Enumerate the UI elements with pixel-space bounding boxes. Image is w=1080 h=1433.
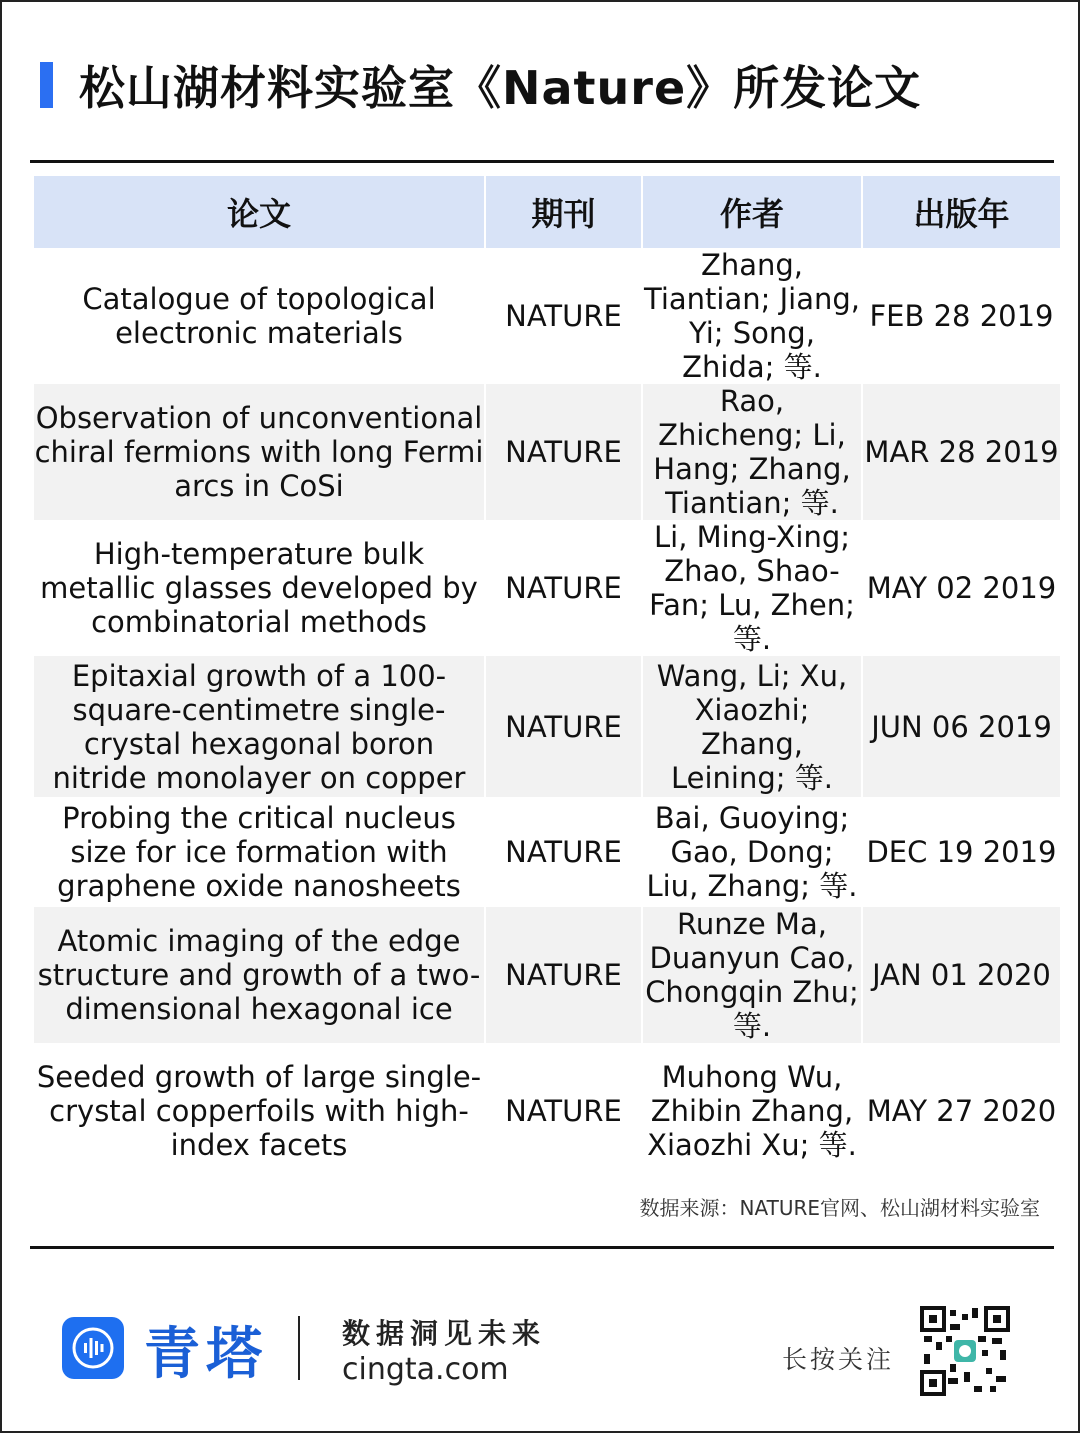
authors: Zhang, Tiantian; Jiang, Yi; Song, Zhida; 等.: [644, 248, 860, 384]
authors: Muhong Wu, Zhibin Zhang, Xiaozhi Xu; 等.: [647, 1060, 857, 1162]
journal: NATURE: [505, 835, 622, 869]
paper-title: Atomic imaging of the edge structure and growth of a two-dimensional hexagonal ice: [34, 907, 484, 1043]
authors: Wang, Li; Xu, Xiaozhi; Zhang, Leining; 等.: [643, 656, 861, 797]
top-divider: [30, 160, 1054, 163]
pub-date: DEC 19 2019: [866, 835, 1057, 869]
title-row: [40, 60, 922, 115]
pub-date: JAN 01 2020: [863, 907, 1060, 1043]
paper-title: Catalogue of topological electronic materials: [82, 282, 436, 350]
authors: Bai, Guoying; Gao, Dong; Liu, Zhang; 等.: [646, 801, 858, 903]
journal: NATURE: [505, 1094, 622, 1128]
table-row: [34, 656, 1060, 797]
pub-date: JUN 06 2019: [863, 656, 1060, 797]
authors: Runze Ma, Duanyun Cao, Chongqin Zhu; 等.: [643, 907, 861, 1043]
table-row: [34, 384, 1060, 520]
table-row: [34, 907, 1060, 1043]
pub-date: MAY 27 2020: [866, 1094, 1057, 1128]
pub-date: MAR 28 2019: [863, 384, 1060, 520]
website-link[interactable]: cingta.com: [342, 1352, 509, 1387]
brand-logo[interactable]: [62, 1317, 124, 1379]
table-row: [34, 520, 1060, 656]
paper-title: Observation of unconventional chiral fermions with long Fermi arcs in CoSi: [34, 384, 484, 520]
brand-name: 青塔: [144, 1321, 268, 1387]
paper-title: Seeded growth of large single-crystal copperfoils with high-index facets: [36, 1060, 482, 1162]
journal: NATURE: [486, 656, 641, 797]
authors: Rao, Zhicheng; Li, Hang; Zhang, Tiantian; 等.: [643, 384, 861, 520]
table-row: [34, 248, 1060, 384]
header-journal: 期刊: [486, 176, 641, 248]
journal: NATURE: [505, 299, 622, 333]
table-row: [34, 797, 1060, 907]
table-row: [34, 1043, 1060, 1179]
header-date: 出版年: [863, 176, 1060, 248]
title-accent-bar: [40, 62, 53, 108]
paper-title: Probing the critical nucleus size for ice formation with graphene oxide nanosheets: [57, 801, 461, 903]
journal: NATURE: [505, 571, 622, 605]
pub-date: MAY 02 2019: [866, 571, 1057, 605]
pub-date: FEB 28 2019: [869, 299, 1054, 333]
qr-code-icon[interactable]: [920, 1306, 1010, 1396]
brand-slogan: 数据洞见未来: [342, 1317, 547, 1350]
table-header-row: [34, 176, 1060, 248]
authors: Li, Ming-Xing; Zhao, Shao-Fan; Lu, Zhen; 等.: [649, 520, 855, 656]
data-source-note: 数据来源：NATURE官网、松山湖材料实验室: [639, 1196, 1040, 1220]
journal: NATURE: [486, 384, 641, 520]
footer: [2, 1292, 1080, 1412]
header-paper: 论文: [34, 176, 484, 248]
bottom-divider: [30, 1246, 1054, 1249]
journal: NATURE: [486, 907, 641, 1043]
page-title: 松山湖材料实验室《Nature》所发论文: [79, 61, 922, 115]
header-authors: 作者: [643, 176, 861, 248]
paper-title: High-temperature bulk metallic glasses developed by combinatorial methods: [40, 537, 478, 639]
papers-table: [32, 176, 1062, 1179]
paper-title: Epitaxial growth of a 100-square-centimetre single-crystal hexagonal boron nitride monolayer on copper: [34, 656, 484, 797]
footer-divider: [298, 1316, 300, 1380]
sound-wave-icon: [71, 1326, 115, 1370]
long-press-hint: 长按关注: [782, 1345, 895, 1374]
